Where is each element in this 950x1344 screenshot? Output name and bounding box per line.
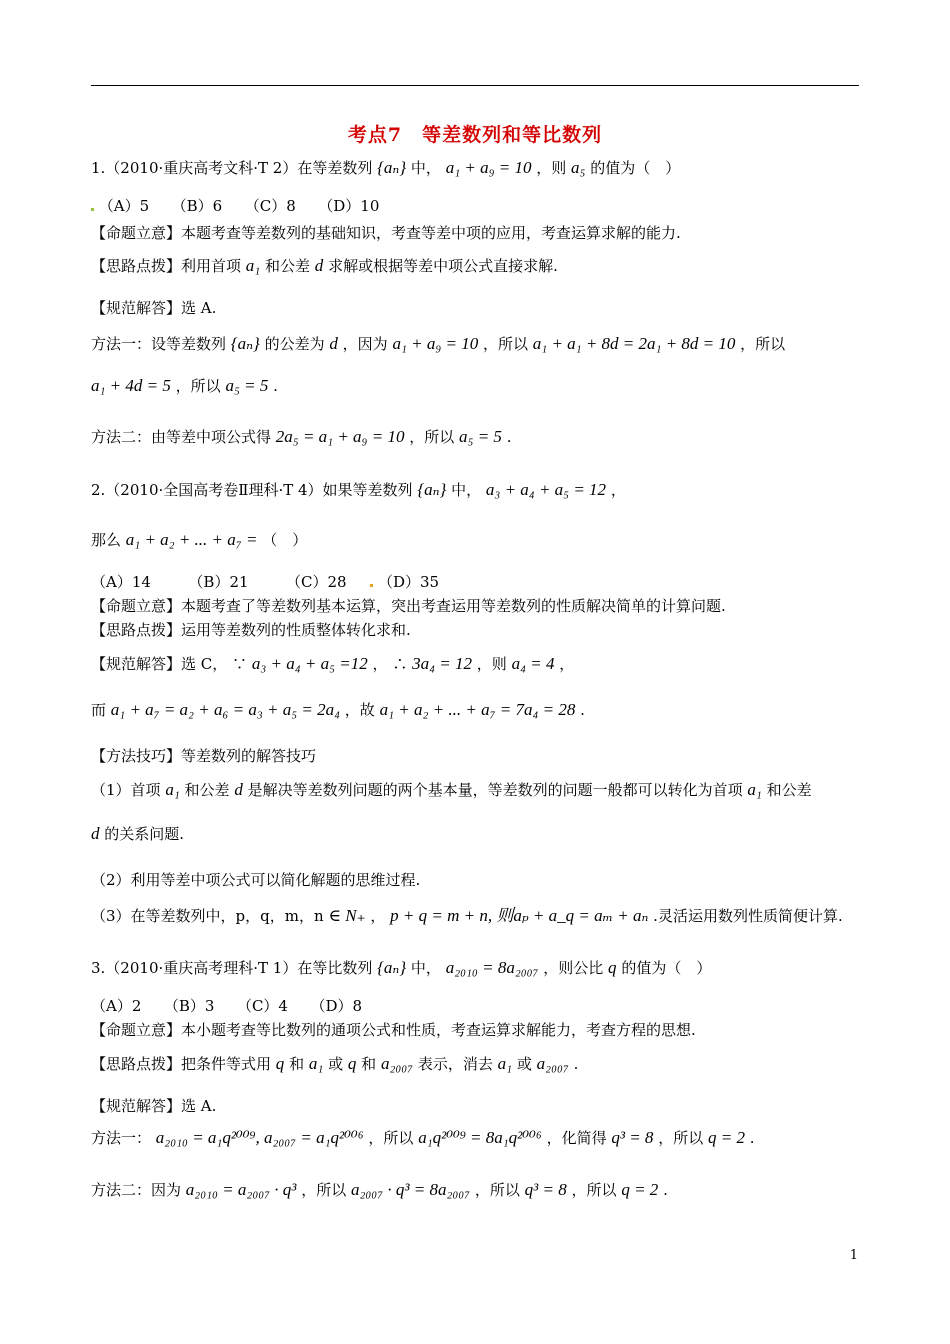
- q1-method2: 方法二：由等差中项公式得 2a₅ = a₁ + a₉ = 10 ，所以 a₅ = 5 .: [91, 427, 512, 446]
- q1-answer: 【规范解答】选 A.: [91, 299, 217, 317]
- q1-options: （A）5 （B）6 （C）8 （D）10: [91, 196, 379, 216]
- q2-hint: 【思路点拨】运用等差数列的性质整体转化求和.: [91, 621, 411, 639]
- q3-stem: 3.（2010·重庆高考理科·T 1）在等比数列 {aₙ} 中， a₂₀₁₀ = 8a₂₀₀₇ ，则公比 q 的值为（ ）: [91, 958, 712, 977]
- q1-hint: 【思路点拨】利用首项 a₁ 和公差 d 求解或根据等差中项公式直接求解.: [91, 256, 558, 275]
- q2-tech1: （1）首项 a₁ 和公差 d 是解决等差数列问题的两个基本量，等差数列的问题一般都可以转化为首项 a₁ 和公差: [91, 780, 812, 799]
- q3-hint: 【思路点拨】把条件等式用 q 和 a₁ 或 q 和 a₂₀₀₇ 表示，消去 a₁ 或 a₂₀₀₇ .: [91, 1054, 579, 1073]
- q2-options: （A）14 （B）21 （C）28 （D）35: [91, 573, 440, 591]
- q1-stem: 1.（2010·重庆高考文科·T 2）在等差数列 {aₙ} 中， a₁ + a₉ = 10 ，则 a₅ 的值为（ ）: [91, 158, 681, 177]
- header-rule: [91, 85, 859, 86]
- q2-tech3: （3）在等差数列中，p，q，m，n ∈ N₊ ， p + q = m + n, 则aₚ + a_q = aₘ + aₙ .灵活运用数列性质简便计算.: [91, 906, 843, 925]
- q2-tech-title: 【方法技巧】等差数列的解答技巧: [91, 747, 317, 765]
- q2-tech2: （2）利用等差中项公式可以简化解题的思维过程.: [91, 871, 421, 889]
- q3-options: （A）2 （B）3 （C）4 （D）8: [91, 997, 363, 1015]
- page-title: 考点7 等差数列和等比数列: [347, 124, 603, 146]
- q2-stem-cont: 那么 a₁ + a₂ + ... + a₇ = （ ）: [91, 530, 308, 549]
- q2-intent: 【命题立意】本题考查了等差数列基本运算，突出考查运用等差数列的性质解决简单的计算问题.: [91, 597, 726, 615]
- q3-method2: 方法二：因为 a₂₀₁₀ = a₂₀₀₇ · q³ ，所以 a₂₀₀₇ · q³ = 8a₂₀₀₇ ，所以 q³ = 8 ，所以 q = 2 .: [91, 1180, 668, 1199]
- q2-answer-cont: 而 a₁ + a₇ = a₂ + a₆ = a₃ + a₅ = 2a₄ ，故 a₁ + a₂ + ... + a₇ = 7a₄ = 28 .: [91, 700, 585, 719]
- q1-intent: 【命题立意】本题考查等差数列的基础知识，考查等差中项的应用，考查运算求解的能力.: [91, 224, 681, 242]
- q3-answer: 【规范解答】选 A.: [91, 1097, 217, 1115]
- q2-answer: 【规范解答】选 C， ∵ a₃ + a₄ + a₅ =12 ， ∴ 3a₄ = 12 ，则 a₄ = 4 ，: [91, 654, 575, 673]
- q3-intent: 【命题立意】本小题考查等比数列的通项公式和性质，考查运算求解能力，考查方程的思想.: [91, 1021, 696, 1039]
- marker-dot: [91, 208, 94, 211]
- q1-method1: 方法一：设等差数列 {aₙ} 的公差为 d ，因为 a₁ + a₉ = 10 ，所以 a₁ + a₁ + 8d = 2a₁ + 8d = 10 ，所以: [91, 334, 786, 353]
- marker-dot: [370, 584, 373, 587]
- q2-tech1-cont: d 的关系问题.: [91, 824, 185, 843]
- q1-method1-cont: a₁ + 4d = 5 ，所以 a₅ = 5 .: [91, 376, 278, 395]
- page-number: 1: [849, 1248, 858, 1263]
- q2-stem: 2.（2010·全国高考卷Ⅱ理科·T 4）如果等差数列 {aₙ} 中， a₃ + a₄ + a₅ = 12 ，: [91, 480, 626, 499]
- q3-method1: 方法一： a₂₀₁₀ = a₁q²⁰⁰⁹, a₂₀₀₇ = a₁q²⁰⁰⁶ ，所以 a₁q²⁰⁰⁹ = 8a₁q²⁰⁰⁶ ，化简得 q³ = 8 ，所以 q = 2 .: [91, 1128, 755, 1147]
